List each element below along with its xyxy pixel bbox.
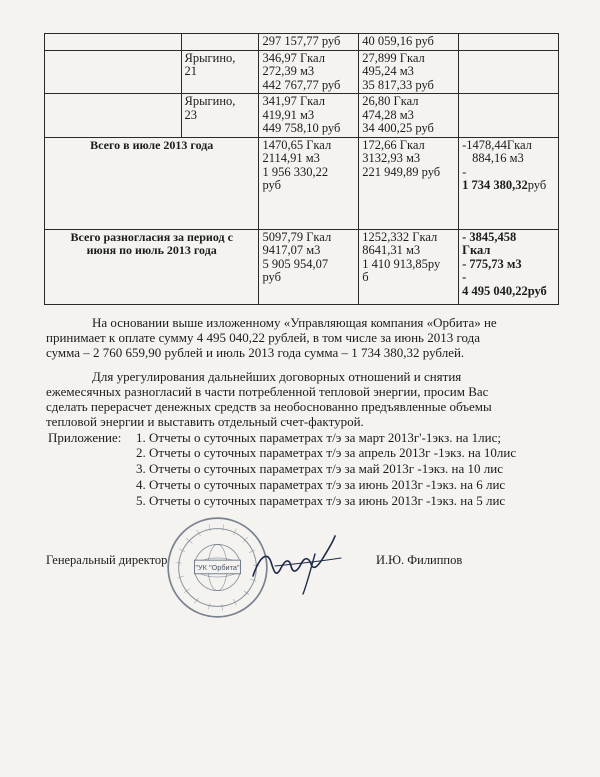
cell-text: 1470,65 Гкал — [262, 137, 332, 152]
table-cell — [459, 94, 559, 138]
cell-text: 27,899 Гкал — [362, 50, 425, 65]
table-cell — [259, 34, 359, 51]
table-cell — [459, 50, 559, 94]
table-row — [45, 94, 559, 138]
cell-text-bold: - — [462, 270, 467, 284]
table-row-july-total — [45, 137, 559, 229]
cell-text: 346,97 Гкал — [262, 50, 325, 65]
signer-position: Генеральный директор — [46, 553, 168, 567]
cell-text: 442 767,77 руб — [262, 77, 341, 92]
cell-text: 1 956 330,22 — [262, 164, 329, 179]
cell-text: 884,16 м3 — [472, 151, 524, 165]
cell-text: 449 758,10 руб — [262, 121, 341, 135]
cell-text: 1252,332 Гкал — [362, 229, 438, 244]
table-cell — [359, 50, 459, 94]
cell-text: руб — [262, 270, 281, 284]
attachments-heading: Приложение: — [48, 430, 122, 445]
text-line: тепловой энергии и выставить отдельный счет-фактурой. — [46, 414, 364, 429]
cell-text-bold: Гкал — [462, 243, 491, 257]
cell-text: 1 410 913,85ру — [362, 256, 441, 271]
cell-text: 5097,79 Гкал — [262, 229, 332, 244]
cell-text: - — [462, 164, 467, 179]
attachment-item: 2. Отчеты о суточных параметрах т/э за апрель 2013г -1экз. на 10лис — [136, 445, 517, 460]
table-cell — [459, 137, 559, 229]
cell-text: 9417,07 м3 — [262, 243, 321, 257]
table-row — [45, 50, 559, 94]
cell-text: 495,24 м3 — [362, 64, 414, 78]
cell-text: 3132,93 м3 — [362, 151, 421, 165]
table-cell — [45, 50, 182, 94]
table-cell — [181, 34, 259, 51]
total-label-cell — [45, 137, 259, 229]
cell-text: 2114,91 м3 — [262, 151, 320, 165]
location-text: Ярыгино, — [184, 50, 236, 65]
table-cell — [459, 229, 559, 304]
text-line: На основании выше изложенному «Управляющая компания «Орбита» не — [92, 315, 497, 330]
text-line: принимает к оплате сумму 4 495 040,22 рублей, в том числе за июнь 2013 года — [46, 330, 481, 345]
attachment-item: 4. Отчеты о суточных параметрах т/э за июнь 2013г -1экз. на 6 лис — [136, 477, 506, 492]
table-cell — [459, 34, 559, 51]
period-total-label: Всего разногласия за период с — [70, 229, 233, 244]
cell-text: 474,28 м3 — [362, 107, 414, 122]
table-cell — [45, 94, 182, 138]
text-line: ежемесячных разногласий в части потребленной тепловой энергии, просим Вас — [46, 384, 489, 399]
cell-text: 272,39 м3 — [262, 64, 315, 78]
attachment-item: 5. Отчеты о суточных параметрах т/э за июнь 2013г -1экз. на 5 лис — [136, 493, 506, 508]
location-text: Ярыгино, — [184, 94, 236, 108]
cell-text: -1478,44Гкал — [462, 137, 532, 152]
table-cell — [359, 137, 459, 229]
cell-text-bold: 1 734 380,32 — [462, 178, 528, 192]
cell-text: руб — [262, 178, 281, 192]
table-cell — [359, 94, 459, 138]
table-cell — [359, 34, 459, 51]
text-line: сумма – 2 760 659,90 рублей и июль 2013 года сумма – 1 734 380,32 рублей. — [46, 345, 465, 360]
attachment-item: 1. Отчеты о суточных параметрах т/э за март 2013г'-1экз. на 1лис; — [136, 430, 502, 445]
text-line: Для урегулирования дальнейших договорных отношений и снятия — [92, 369, 462, 384]
cell-text: 297 157,77 руб — [262, 34, 341, 48]
table-row-period-total — [45, 229, 559, 304]
table-row-top — [45, 34, 559, 51]
cell-text: б — [362, 270, 369, 284]
total-label-cell — [45, 229, 259, 304]
cell-text: 341,97 Гкал — [262, 94, 325, 108]
cell-text: 419,91 м3 — [262, 107, 315, 122]
table-cell — [259, 94, 359, 138]
location-text: 21 — [184, 64, 198, 78]
discrepancy-table — [44, 33, 559, 305]
signer-name: И.Ю. Филиппов — [376, 553, 463, 567]
cell-text-bold: - 775,73 м3 — [462, 256, 522, 271]
signature-icon — [245, 528, 355, 598]
july-total-label: Всего в июле 2013 года — [90, 137, 214, 152]
location-cell — [181, 94, 259, 138]
cell-text: руб — [527, 178, 547, 192]
cell-text: 5 905 954,07 — [262, 256, 329, 271]
cell-text: 172,66 Гкал — [362, 137, 425, 152]
cell-text: 8641,31 м3 — [362, 243, 421, 257]
location-cell — [181, 50, 259, 94]
cell-text-bold: - 3845,458 — [462, 229, 517, 244]
cell-text: 35 817,33 руб — [362, 77, 434, 92]
cell-text: 40 059,16 руб — [362, 34, 434, 48]
cell-text: 221 949,89 руб — [362, 164, 441, 179]
location-text: 23 — [184, 107, 198, 122]
table-cell — [259, 50, 359, 94]
table-cell — [359, 229, 459, 304]
table-cell — [45, 34, 182, 51]
period-total-label: июня по июль 2013 года — [86, 243, 217, 257]
cell-text: 34 400,25 руб — [362, 121, 434, 135]
attachment-item: 3. Отчеты о суточных параметрах т/э за май 2013г -1экз. на 10 лис — [136, 461, 504, 476]
cell-text-bold: 4 495 040,22руб — [462, 283, 547, 298]
table-cell — [259, 137, 359, 229]
cell-text: 26,80 Гкал — [362, 94, 419, 108]
text-line: сделать перерасчет денежных средств за необоснованно предъявленные объемы — [46, 399, 492, 414]
table-cell — [259, 229, 359, 304]
stamp-text: "УК "Орбита" — [195, 563, 240, 573]
